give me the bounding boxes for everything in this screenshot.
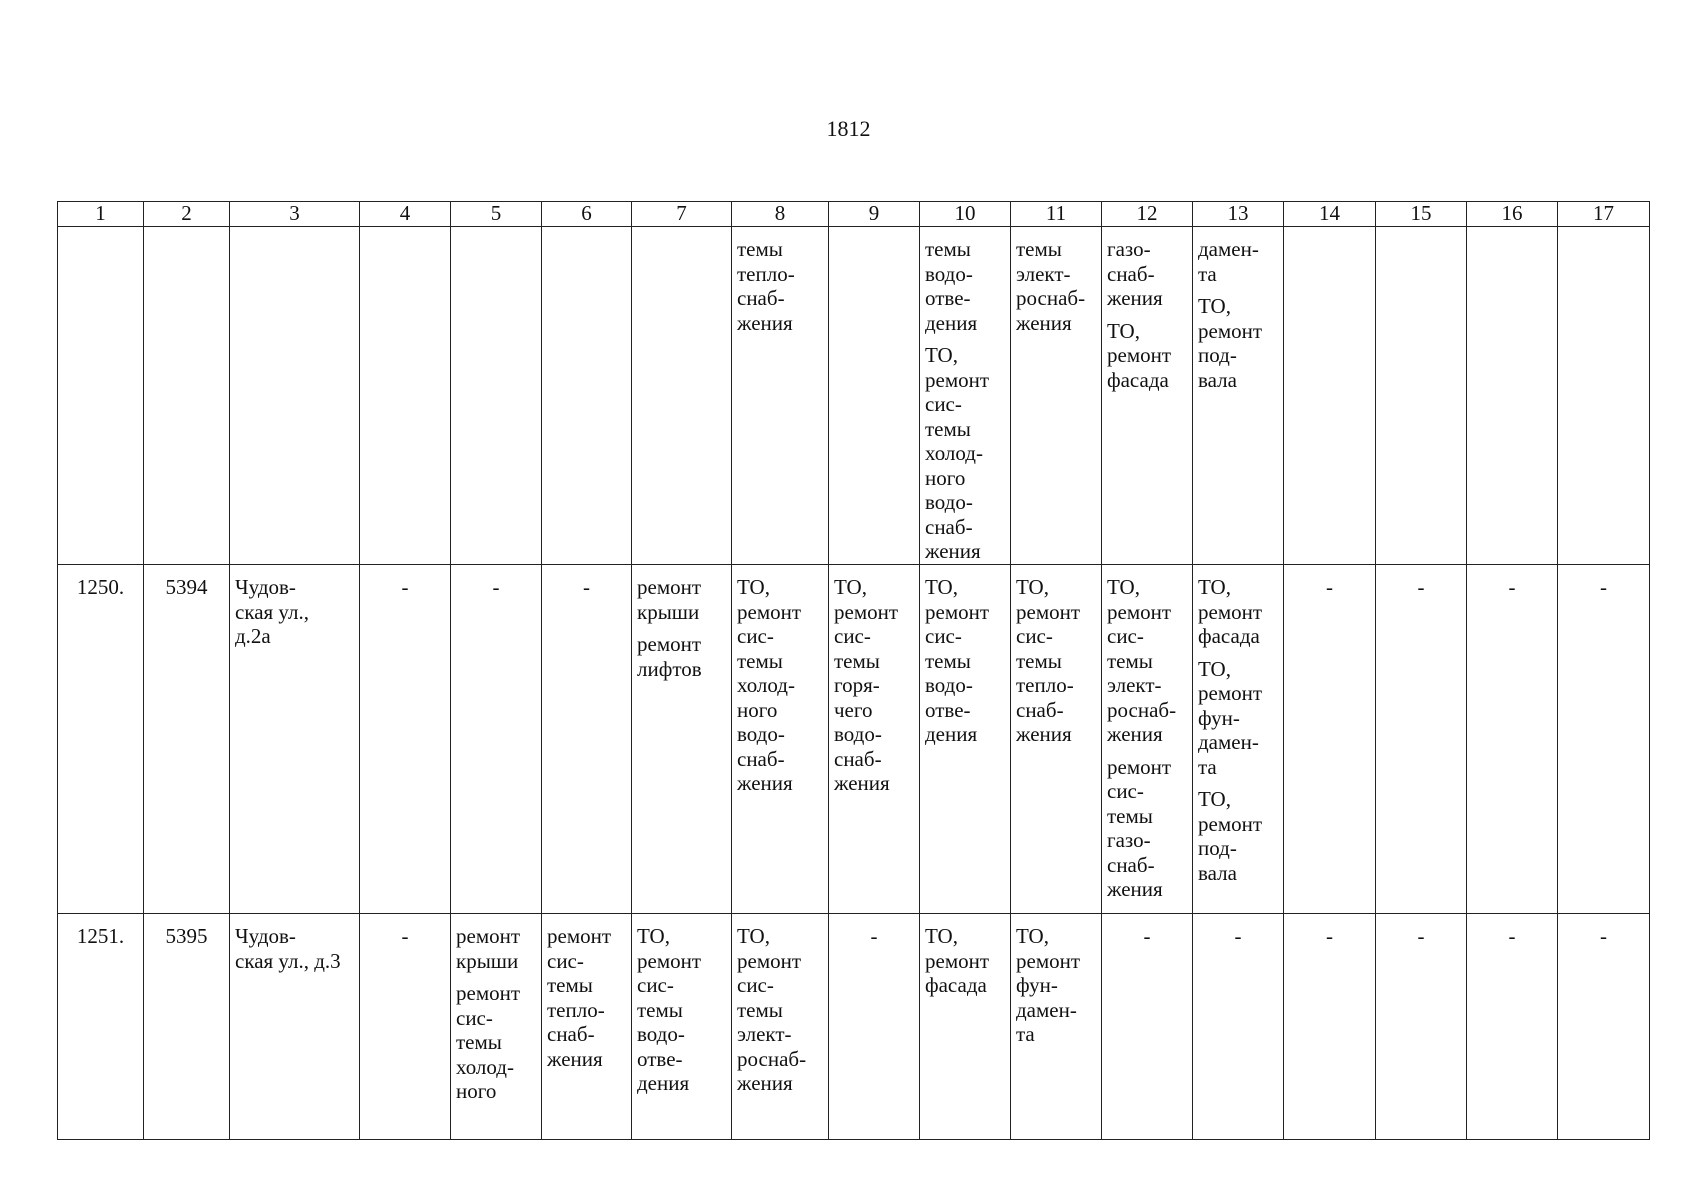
cell-text-line: жения bbox=[1107, 722, 1163, 746]
cell-text-line: ская ул., bbox=[235, 599, 309, 624]
table-cell-col-9 bbox=[829, 565, 920, 914]
cell-text-line: ного bbox=[456, 1079, 497, 1103]
cell-text-line: тепло- bbox=[547, 997, 605, 1022]
table-cell-col-11 bbox=[1011, 565, 1102, 914]
cell-text-line: темы bbox=[1016, 237, 1062, 261]
cell-text-line: - bbox=[1326, 924, 1333, 948]
table-cell-col-3 bbox=[230, 227, 360, 565]
cell-text-line: дамен- bbox=[1016, 997, 1077, 1022]
cell-text-line: темы bbox=[925, 237, 971, 261]
cell-text-line: 5394 bbox=[165, 575, 208, 599]
table-cell-col-14 bbox=[1284, 914, 1376, 1140]
table-cell-col-4 bbox=[360, 565, 451, 914]
cell-text-line: ремонт bbox=[1198, 681, 1263, 705]
cell-text-line: ного bbox=[737, 697, 778, 722]
table-cell-col-15 bbox=[1376, 227, 1467, 565]
cell-text-line: ремонт bbox=[1198, 811, 1263, 836]
column-header: 3 bbox=[230, 202, 360, 227]
cell-entry bbox=[144, 924, 229, 949]
cell-text-line: водо- bbox=[834, 722, 882, 746]
table-cell-col-5 bbox=[451, 914, 542, 1140]
table-cell-col-4 bbox=[360, 914, 451, 1140]
cell-text-line: - bbox=[401, 575, 409, 599]
column-header: 7 bbox=[632, 202, 732, 227]
page-number: 1812 bbox=[826, 116, 871, 141]
cell-entry bbox=[360, 575, 450, 600]
cell-text-line: ТО, bbox=[925, 924, 958, 948]
cell-text-line: ремонт bbox=[1198, 599, 1263, 624]
table-cell-col-9 bbox=[829, 914, 920, 1140]
table-cell-col-6 bbox=[542, 914, 632, 1140]
cell-entry bbox=[1016, 575, 1097, 747]
cell-text-line: темы bbox=[834, 648, 880, 673]
table-cell-col-8 bbox=[732, 227, 829, 565]
table-cell-col-6 bbox=[542, 565, 632, 914]
cell-text-line: холод- bbox=[925, 441, 983, 465]
cell-entry bbox=[637, 632, 727, 681]
cell-text-line: темы bbox=[925, 648, 971, 673]
cell-text-line: сис- bbox=[925, 624, 962, 648]
table-row-continuation bbox=[58, 227, 1650, 565]
cell-text-line: элект- bbox=[1107, 673, 1162, 697]
table-cell-col-7 bbox=[632, 227, 732, 565]
cell-text-line: роснаб- bbox=[1016, 286, 1086, 310]
cell-text-line: темы bbox=[1016, 648, 1062, 673]
cell-entry bbox=[360, 924, 450, 949]
cell-text-line: ТО, bbox=[925, 575, 958, 599]
cell-text-line: - bbox=[870, 924, 878, 948]
cell-entry bbox=[637, 575, 727, 624]
cell-text-line: ремонт bbox=[925, 599, 990, 624]
cell-text-line: жения bbox=[1107, 286, 1163, 310]
cell-text-line: ремонт bbox=[1107, 343, 1172, 367]
cell-text-line: ТО, bbox=[1198, 294, 1231, 318]
cell-text-line: сис- bbox=[925, 392, 962, 416]
cell-text-line: холод- bbox=[737, 673, 795, 697]
cell-text-line: ТО, bbox=[637, 924, 670, 948]
cell-entry bbox=[737, 237, 824, 335]
cell-entry bbox=[925, 575, 1006, 747]
cell-text-line: ного bbox=[925, 465, 966, 490]
cell-text-line: ремонт bbox=[1016, 948, 1081, 973]
column-header: 14 bbox=[1284, 202, 1376, 227]
column-header: 6 bbox=[542, 202, 632, 227]
cell-text-line: снаб- bbox=[737, 746, 785, 771]
cell-text-line: роснаб- bbox=[1107, 697, 1177, 722]
cell-text-line: дамен- bbox=[1198, 237, 1259, 261]
cell-entry bbox=[1016, 237, 1097, 335]
cell-text-line: дения bbox=[925, 722, 978, 746]
cell-text-line: темы bbox=[456, 1030, 502, 1054]
table-cell-col-10 bbox=[920, 565, 1011, 914]
cell-text-line: снаб- bbox=[1107, 261, 1155, 286]
cell-text-line: ТО, bbox=[834, 575, 867, 599]
cell-text-line: ремонт bbox=[1107, 599, 1172, 624]
table-cell-col-1 bbox=[58, 914, 144, 1140]
cell-entry bbox=[456, 981, 537, 1104]
cell-text-line: та bbox=[1198, 261, 1217, 286]
table-cell-col-14 bbox=[1284, 227, 1376, 565]
column-header: 12 bbox=[1102, 202, 1193, 227]
cell-entry bbox=[1467, 924, 1557, 949]
cell-text-line: Чудов- bbox=[235, 575, 296, 599]
cell-text-line: сис- bbox=[547, 948, 584, 973]
table-cell-col-8 bbox=[732, 565, 829, 914]
cell-text-line: фун- bbox=[1016, 973, 1058, 997]
table-cell-col-12 bbox=[1102, 914, 1193, 1140]
cell-entry bbox=[235, 575, 355, 649]
table-cell-col-10 bbox=[920, 914, 1011, 1140]
cell-text-line: снаб- bbox=[925, 514, 973, 539]
column-header: 16 bbox=[1467, 202, 1558, 227]
cell-text-line: д.2а bbox=[235, 624, 271, 648]
cell-text-line: жения bbox=[737, 310, 793, 335]
cell-text-line: ремонт bbox=[456, 981, 521, 1005]
cell-text-line: - bbox=[1600, 575, 1607, 599]
column-header: 8 bbox=[732, 202, 829, 227]
cell-text-line: темы bbox=[637, 997, 683, 1022]
table-row-1250 bbox=[58, 565, 1650, 914]
cell-text-line: ремонт bbox=[1107, 754, 1172, 779]
cell-entry bbox=[1107, 319, 1188, 393]
cell-entry bbox=[144, 575, 229, 600]
cell-text-line: жения bbox=[1016, 310, 1072, 335]
cell-entry bbox=[1198, 657, 1279, 780]
cell-text-line: сис- bbox=[1107, 779, 1144, 803]
table-cell-col-6 bbox=[542, 227, 632, 565]
cell-text-line: дения bbox=[637, 1071, 690, 1095]
cell-text-line: дамен- bbox=[1198, 730, 1259, 754]
table-cell-col-11 bbox=[1011, 227, 1102, 565]
cell-entry bbox=[1558, 924, 1649, 949]
cell-text-line: тепло- bbox=[1016, 673, 1074, 697]
table-cell-col-1 bbox=[58, 227, 144, 565]
cell-text-line: снаб- bbox=[1016, 697, 1064, 722]
table-cell-col-15 bbox=[1376, 914, 1467, 1140]
table-cell-col-15 bbox=[1376, 565, 1467, 914]
cell-text-line: ТО, bbox=[1198, 787, 1231, 811]
table-row-1251 bbox=[58, 914, 1650, 1140]
cell-text-line: сис- bbox=[737, 973, 774, 997]
cell-entry bbox=[1558, 575, 1649, 600]
cell-text-line: жения bbox=[925, 539, 981, 563]
column-header: 4 bbox=[360, 202, 451, 227]
cell-text-line: - bbox=[1417, 924, 1425, 948]
table-cell-col-17 bbox=[1558, 914, 1650, 1140]
cell-text-line: жения bbox=[547, 1046, 603, 1071]
cell-entry bbox=[1107, 755, 1188, 902]
cell-text-line: водо- bbox=[737, 722, 785, 746]
cell-text-line: тепло- bbox=[737, 261, 795, 286]
cell-text-line: ТО, bbox=[1016, 924, 1049, 948]
repair-schedule-table bbox=[57, 201, 1650, 1140]
cell-text-line: чего bbox=[834, 697, 873, 722]
column-header: 2 bbox=[144, 202, 230, 227]
table-cell-col-2 bbox=[144, 227, 230, 565]
cell-text-line: та bbox=[1016, 1022, 1035, 1046]
cell-text-line: ТО, bbox=[1107, 575, 1140, 599]
cell-text-line: снаб- bbox=[1107, 852, 1155, 877]
cell-entry bbox=[1107, 237, 1188, 311]
cell-text-line: ТО, bbox=[1198, 656, 1231, 681]
cell-text-line: темы bbox=[737, 237, 783, 261]
cell-entry bbox=[1102, 924, 1192, 949]
cell-entry bbox=[925, 924, 1006, 998]
table-cell-col-16 bbox=[1467, 565, 1558, 914]
cell-entry bbox=[1376, 924, 1466, 949]
cell-text-line: газо- bbox=[1107, 828, 1151, 852]
cell-text-line: ремонт bbox=[925, 948, 990, 973]
column-header: 5 bbox=[451, 202, 542, 227]
cell-text-line: ремонт bbox=[637, 632, 702, 656]
cell-text-line: сис- bbox=[834, 624, 871, 648]
column-number-row bbox=[58, 202, 1650, 227]
cell-text-line: горя- bbox=[834, 673, 880, 697]
cell-text-line: элект- bbox=[737, 1022, 792, 1046]
cell-text-line: снаб- bbox=[737, 286, 785, 310]
cell-text-line: вала bbox=[1198, 367, 1237, 392]
table-cell-col-5 bbox=[451, 565, 542, 914]
column-header: 13 bbox=[1193, 202, 1284, 227]
cell-text-line: под- bbox=[1198, 343, 1237, 367]
cell-text-line: крыши bbox=[637, 599, 700, 624]
table-cell-col-9 bbox=[829, 227, 920, 565]
cell-text-line: ремонт bbox=[1016, 599, 1081, 624]
cell-entry bbox=[925, 343, 1006, 564]
cell-text-line: сис- bbox=[456, 1005, 493, 1030]
cell-text-line: сис- bbox=[637, 973, 674, 997]
table-body bbox=[58, 227, 1650, 1140]
cell-text-line: ремонт bbox=[547, 924, 612, 948]
cell-text-line: - bbox=[1508, 575, 1516, 599]
cell-entry bbox=[1198, 575, 1279, 649]
cell-text-line: под- bbox=[1198, 836, 1237, 860]
cell-text-line: ремонт bbox=[737, 599, 802, 624]
cell-text-line: ТО, bbox=[737, 575, 770, 599]
table-cell-col-12 bbox=[1102, 565, 1193, 914]
table-cell-col-12 bbox=[1102, 227, 1193, 565]
cell-entry bbox=[1284, 924, 1375, 949]
cell-text-line: ремонт bbox=[925, 367, 990, 392]
table-cell-col-7 bbox=[632, 565, 732, 914]
cell-text-line: водо- bbox=[925, 490, 973, 514]
cell-text-line: дения bbox=[925, 310, 978, 335]
cell-text-line: ТО, bbox=[1198, 575, 1231, 599]
cell-text-line: фасада bbox=[925, 973, 987, 997]
cell-text-line: фасада bbox=[1198, 624, 1260, 648]
cell-entry bbox=[1193, 924, 1283, 949]
cell-text-line: сис- bbox=[737, 624, 774, 648]
table-cell-col-11 bbox=[1011, 914, 1102, 1140]
cell-entry bbox=[1107, 575, 1188, 747]
table-cell-col-2 bbox=[144, 914, 230, 1140]
cell-text-line: Чудов- bbox=[235, 924, 296, 948]
cell-text-line: ТО, bbox=[925, 343, 958, 367]
cell-entry bbox=[1198, 294, 1279, 392]
cell-text-line: темы bbox=[1107, 648, 1153, 673]
cell-entry bbox=[547, 924, 627, 1071]
cell-entry bbox=[1376, 575, 1466, 600]
table-cell-col-13 bbox=[1193, 565, 1284, 914]
cell-text-line: - bbox=[1508, 924, 1516, 948]
column-header: 10 bbox=[920, 202, 1011, 227]
cell-text-line: - bbox=[1417, 575, 1425, 599]
cell-text-line: темы bbox=[547, 973, 593, 997]
column-header: 9 bbox=[829, 202, 920, 227]
cell-text-line: фасада bbox=[1107, 367, 1169, 392]
table-cell-col-13 bbox=[1193, 227, 1284, 565]
table-cell-col-17 bbox=[1558, 565, 1650, 914]
cell-text-line: ремонт bbox=[637, 948, 702, 973]
cell-text-line: вала bbox=[1198, 860, 1237, 885]
cell-text-line: отве- bbox=[637, 1046, 683, 1071]
cell-text-line: снаб- bbox=[547, 1022, 595, 1046]
cell-text-line: - bbox=[1326, 575, 1333, 599]
table-cell-col-2 bbox=[144, 565, 230, 914]
cell-entry bbox=[1016, 924, 1097, 1047]
cell-text-line: водо- bbox=[637, 1022, 685, 1046]
cell-text-line: темы bbox=[737, 648, 783, 673]
cell-entry bbox=[834, 575, 915, 796]
cell-entry bbox=[1284, 575, 1375, 600]
table-cell-col-8 bbox=[732, 914, 829, 1140]
cell-entry bbox=[451, 575, 541, 600]
cell-text-line: жения bbox=[1016, 722, 1072, 746]
cell-text-line: снаб- bbox=[834, 746, 882, 771]
table-cell-col-17 bbox=[1558, 227, 1650, 565]
cell-text-line: лифтов bbox=[637, 656, 702, 681]
cell-text-line: 1250. bbox=[76, 575, 125, 599]
cell-entry bbox=[235, 924, 355, 973]
cell-text-line: отве- bbox=[925, 286, 971, 310]
cell-text-line: темы bbox=[1107, 803, 1153, 828]
cell-entry bbox=[1198, 237, 1279, 286]
cell-entry bbox=[456, 924, 537, 973]
cell-text-line: - bbox=[583, 575, 590, 599]
cell-text-line: жения bbox=[737, 771, 793, 795]
cell-text-line: сис- bbox=[1107, 624, 1144, 648]
table-cell-col-16 bbox=[1467, 227, 1558, 565]
column-header: 17 bbox=[1558, 202, 1650, 227]
cell-entry bbox=[58, 575, 143, 600]
cell-text-line: отве- bbox=[925, 697, 971, 722]
column-header: 11 bbox=[1011, 202, 1102, 227]
table-cell-col-7 bbox=[632, 914, 732, 1140]
cell-text-line: - bbox=[1143, 924, 1151, 948]
cell-entry bbox=[637, 924, 727, 1096]
cell-text-line: - bbox=[492, 575, 500, 599]
cell-text-line: 1251. bbox=[76, 924, 125, 948]
cell-text-line: ТО, bbox=[1107, 318, 1140, 343]
cell-entry bbox=[542, 575, 631, 600]
cell-text-line: ремонт bbox=[456, 924, 521, 948]
cell-entry bbox=[1467, 575, 1557, 600]
cell-text-line: - bbox=[1600, 924, 1607, 948]
column-header: 1 bbox=[58, 202, 144, 227]
cell-text-line: - bbox=[1234, 924, 1242, 948]
cell-text-line: жения bbox=[737, 1071, 793, 1095]
table-cell-col-14 bbox=[1284, 565, 1376, 914]
cell-text-line: ТО, bbox=[737, 924, 770, 948]
table-cell-col-13 bbox=[1193, 914, 1284, 1140]
cell-text-line: ремонт bbox=[834, 599, 899, 624]
cell-text-line: фун- bbox=[1198, 705, 1240, 730]
cell-entry bbox=[737, 924, 824, 1096]
cell-text-line: элект- bbox=[1016, 261, 1071, 286]
cell-text-line: водо- bbox=[925, 673, 973, 697]
cell-text-line: ремонт bbox=[637, 575, 702, 599]
cell-text-line: жения bbox=[834, 771, 890, 795]
column-header: 15 bbox=[1376, 202, 1467, 227]
table-cell-col-1 bbox=[58, 565, 144, 914]
cell-text-line: ремонт bbox=[737, 948, 802, 973]
cell-entry bbox=[925, 237, 1006, 335]
cell-text-line: темы bbox=[737, 997, 783, 1022]
table-cell-col-16 bbox=[1467, 914, 1558, 1140]
table-cell-col-10 bbox=[920, 227, 1011, 565]
table-cell-col-3 bbox=[230, 914, 360, 1140]
cell-text-line: крыши bbox=[456, 948, 519, 973]
cell-text-line: 5395 bbox=[165, 924, 208, 948]
cell-text-line: ская ул., д.3 bbox=[235, 948, 341, 973]
cell-entry bbox=[1198, 787, 1279, 885]
cell-entry bbox=[829, 924, 919, 949]
cell-text-line: та bbox=[1198, 754, 1217, 779]
cell-text-line: холод- bbox=[456, 1054, 514, 1079]
cell-text-line: роснаб- bbox=[737, 1046, 807, 1071]
cell-text-line: ремонт bbox=[1198, 318, 1263, 343]
cell-text-line: водо- bbox=[925, 261, 973, 286]
table-cell-col-5 bbox=[451, 227, 542, 565]
table-cell-col-3 bbox=[230, 565, 360, 914]
cell-text-line: темы bbox=[925, 416, 971, 441]
table-cell-col-4 bbox=[360, 227, 451, 565]
cell-text-line: ТО, bbox=[1016, 575, 1049, 599]
cell-text-line: - bbox=[401, 924, 409, 948]
cell-entry bbox=[737, 575, 824, 796]
cell-text-line: сис- bbox=[1016, 624, 1053, 648]
cell-text-line: газо- bbox=[1107, 237, 1151, 261]
cell-text-line: жения bbox=[1107, 877, 1163, 901]
cell-entry bbox=[58, 924, 143, 949]
